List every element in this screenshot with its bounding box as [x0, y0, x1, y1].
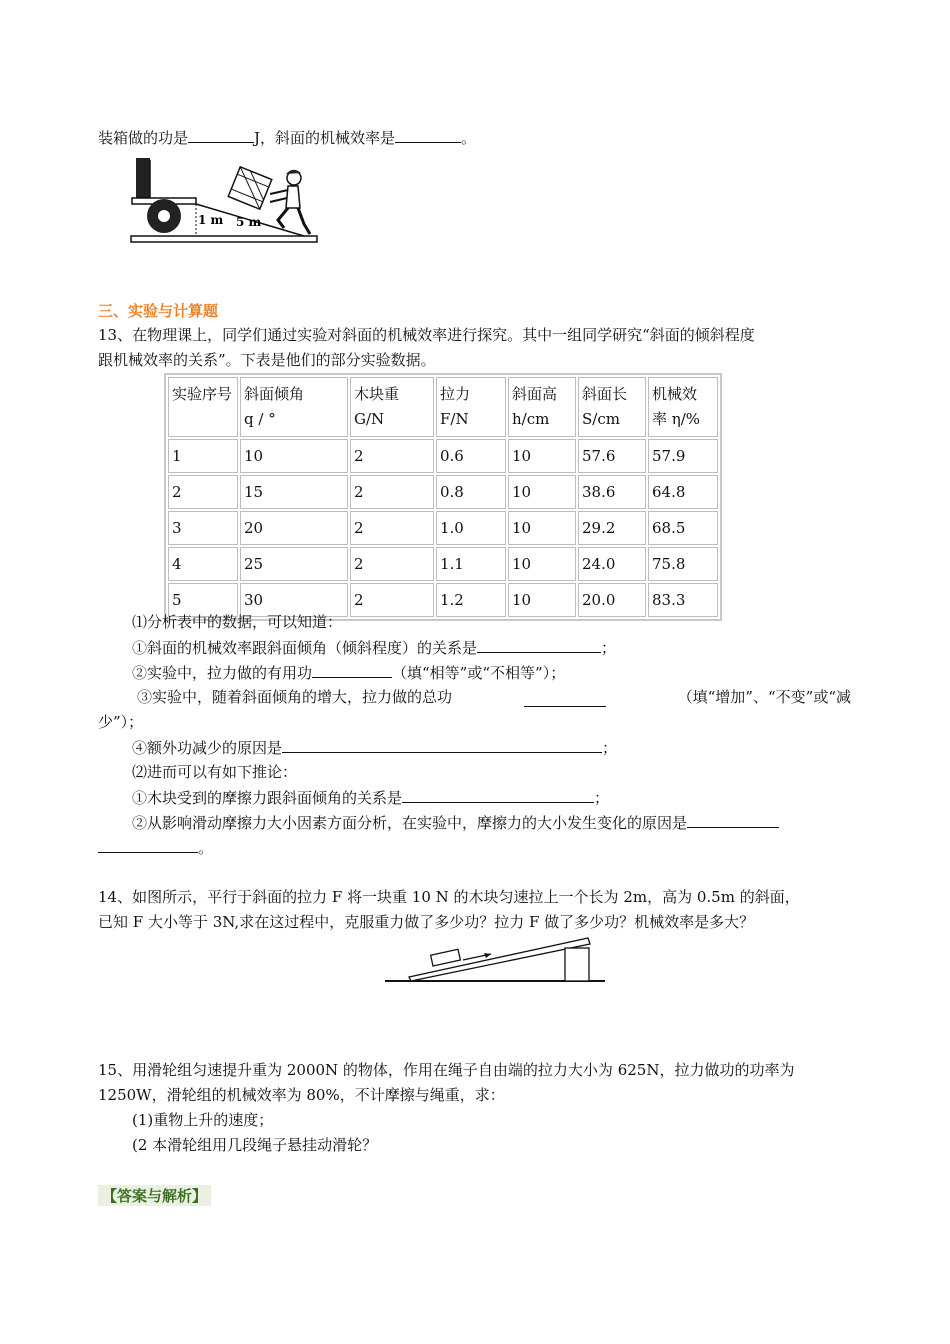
- answer-blank: [524, 691, 606, 707]
- table-cell: 10: [508, 475, 576, 509]
- table-cell: 57.9: [648, 439, 718, 473]
- answer-blank: [312, 662, 392, 678]
- answers-heading: 【答案与解析】: [98, 1185, 211, 1206]
- figure-height-label: 1 m: [198, 213, 224, 227]
- q12-text-b: J，斜面的机械效率是: [254, 129, 396, 147]
- q12-text-c: 。: [461, 129, 477, 147]
- table-cell: 1.2: [436, 583, 506, 617]
- table-row: [168, 439, 718, 473]
- section-heading: 三、实验与计算题: [98, 302, 219, 320]
- q14-line-1: 14、如图所示，平行于斜面的拉力 F 将一块重 10 N 的木块匀速拉上一个长为 2m，高为 0.5m 的斜面，: [98, 888, 800, 906]
- q12-blank-efficiency: [395, 127, 461, 143]
- q13-part1-item3: ③实验中，随着斜面倾角的增大，拉力做的总功 （填“增加”、“不变”或“减: [137, 688, 851, 706]
- table-cell: 0.8: [436, 475, 506, 509]
- table-row: [168, 547, 718, 581]
- table-cell: 2: [350, 439, 434, 473]
- table-cell: 1.0: [436, 511, 506, 545]
- q13-part1-intro: ⑴分析表中的数据，可以知道：: [132, 613, 343, 631]
- table-cell: 3: [168, 511, 238, 545]
- answer-blank: [402, 787, 594, 803]
- table-cell: 57.6: [578, 439, 646, 473]
- q13-part1-item3-cont: 少”）；: [98, 713, 144, 731]
- q13-part1-item2: ②实验中，拉力做的有用功 （填“相等”或“不相等”）；: [132, 664, 566, 682]
- table-header-cell: 拉力 F/N: [436, 377, 506, 437]
- q13-part1-item1: ①斜面的机械效率跟斜面倾角（倾斜程度）的关系是 ；: [132, 639, 617, 657]
- table-cell: 10: [508, 547, 576, 581]
- table-cell: 38.6: [578, 475, 646, 509]
- table-cell: 68.5: [648, 511, 718, 545]
- figure-length-label: 5 m: [236, 215, 262, 229]
- q12-tail-line: [98, 127, 476, 148]
- table-cell: 2: [350, 511, 434, 545]
- table-header-cell: 木块重 G/N: [350, 377, 434, 437]
- answer-blank: [98, 837, 198, 853]
- table-cell: 0.6: [436, 439, 506, 473]
- q15-sub-2: (2 本滑轮组用几段绳子悬挂动滑轮？: [132, 1136, 378, 1154]
- table-cell: 29.2: [578, 511, 646, 545]
- q13-line-2: 跟机械效率的关系”。下表是他们的部分实验数据。: [98, 351, 436, 369]
- crate-icon: [228, 167, 272, 209]
- q12-blank-work: [188, 127, 254, 143]
- wood-block-icon: [431, 949, 461, 966]
- table-row: [168, 511, 718, 545]
- table-cell: 20: [240, 511, 348, 545]
- q13-part2-item2: ②从影响滑动摩擦力大小因素方面分析，在实验中，摩擦力的大小发生变化的原因是: [132, 812, 779, 833]
- table-cell: 2: [350, 475, 434, 509]
- table-cell: 83.3: [648, 583, 718, 617]
- table-cell: 10: [508, 583, 576, 617]
- table-cell: 10: [508, 511, 576, 545]
- table-header-cell: 机械效 率 η/%: [648, 377, 718, 437]
- q13-part2-intro: ⑵进而可以有如下推论：: [132, 763, 298, 781]
- table-cell: 1.1: [436, 547, 506, 581]
- answer-blank: [687, 812, 779, 828]
- table-cell: 30: [240, 583, 348, 617]
- table-cell: 2: [168, 475, 238, 509]
- table-cell: 64.8: [648, 475, 718, 509]
- table-header-row: [168, 377, 718, 437]
- incline-figure: [383, 934, 609, 986]
- table-header-cell: 斜面倾角 q / °: [240, 377, 348, 437]
- answer-blank: [282, 737, 602, 753]
- table-row: [168, 475, 718, 509]
- table-cell: 4: [168, 547, 238, 581]
- person-pushing-icon: [270, 170, 310, 234]
- table-cell: 2: [350, 583, 434, 617]
- table-cell: 10: [240, 439, 348, 473]
- table-header-cell: 斜面高 h/cm: [508, 377, 576, 437]
- table-cell: 24.0: [578, 547, 646, 581]
- table-cell: 15: [240, 475, 348, 509]
- experiment-data-table: [164, 373, 722, 621]
- support-block-icon: [565, 948, 589, 981]
- table-cell: 75.8: [648, 547, 718, 581]
- table-cell: 20.0: [578, 583, 646, 617]
- q15-line-1: 15、用滑轮组匀速提升重为 2000N 的物体，作用在绳子自由端的拉力大小为 625N，拉力做功的功率为: [98, 1061, 795, 1079]
- table-cell: 1: [168, 439, 238, 473]
- q14-line-2: 已知 F 大小等于 3N,求在这过程中，克服重力做了多少功？拉力 F 做了多少功？机械效率是多大？: [98, 913, 755, 931]
- q13-part2-item1: ①木块受到的摩擦力跟斜面倾角的关系是 ；: [132, 789, 610, 807]
- answer-blank: [477, 637, 601, 653]
- table-cell: 25: [240, 547, 348, 581]
- table-cell: 2: [350, 547, 434, 581]
- table-header-cell: 实验序号: [168, 377, 238, 437]
- table-cell: 5: [168, 583, 238, 617]
- q13-part2-item2-cont: 。: [98, 837, 213, 858]
- table-header-cell: 斜面长 S/cm: [578, 377, 646, 437]
- table-cell: 10: [508, 439, 576, 473]
- q12-text-a: 装箱做的功是: [98, 129, 189, 147]
- cart-cargo-icon: [136, 158, 150, 198]
- q15-line-2: 1250W，滑轮组的机械效率为 80%，不计摩擦与绳重，求：: [98, 1086, 505, 1104]
- q15-sub-1: (1)重物上升的速度；: [132, 1111, 274, 1129]
- q13-line-1: 13、在物理课上，同学们通过实验对斜面的机械效率进行探究。其中一组同学研究“斜面的倾斜程度: [98, 326, 755, 344]
- ramp-loading-figure: [128, 158, 320, 246]
- q13-part1-item4: ④额外功减少的原因是 ；: [132, 739, 618, 757]
